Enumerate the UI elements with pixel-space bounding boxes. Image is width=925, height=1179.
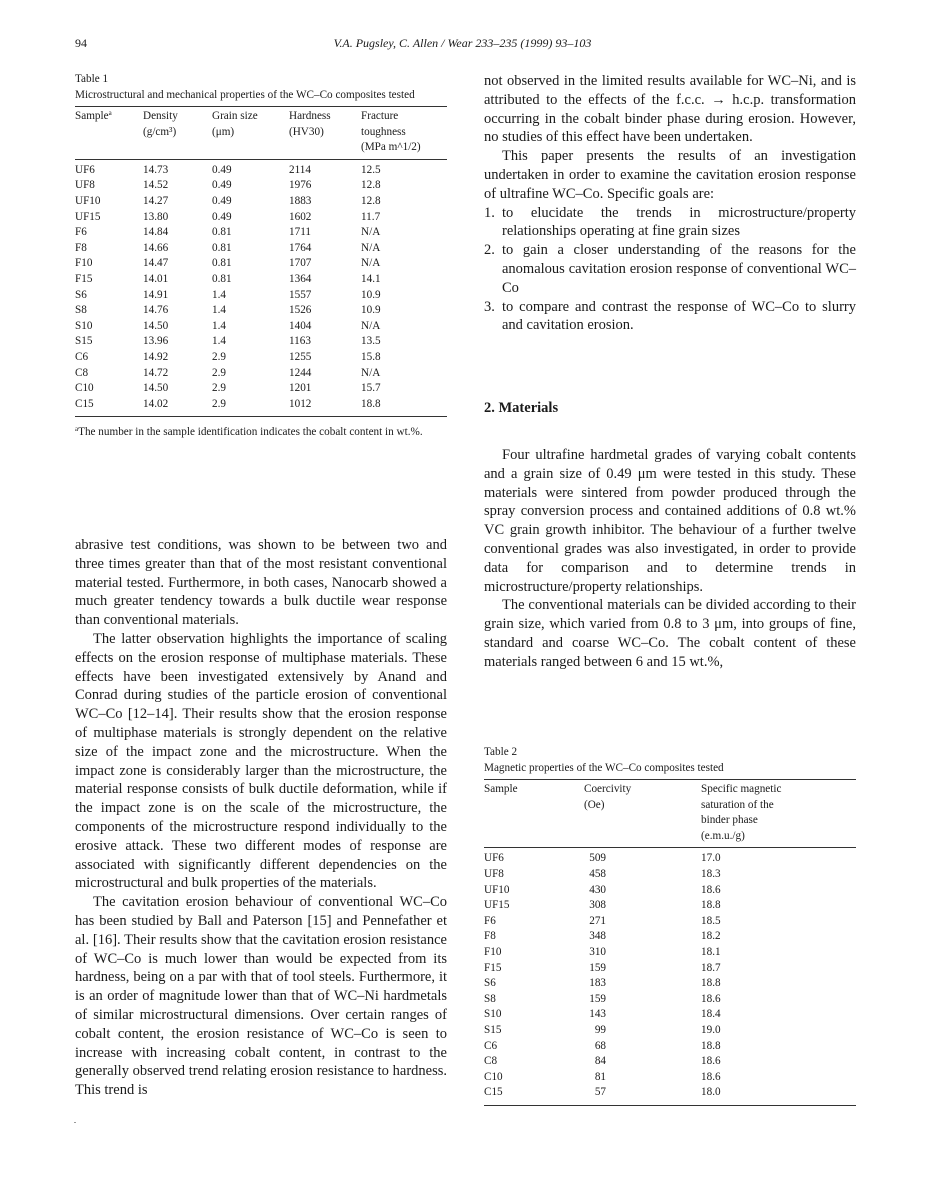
table-cell: 18.6 xyxy=(701,1070,721,1083)
table-cell: 14.02 xyxy=(143,397,212,417)
table-cell: 18.1 xyxy=(701,945,721,958)
table-row xyxy=(484,961,856,977)
running-title: V.A. Pugsley, C. Allen / Wear 233–235 (1999) 93–103 xyxy=(333,36,592,50)
table-cell: 2114 xyxy=(289,163,311,176)
table-cell: 14.52 xyxy=(143,179,169,192)
table-cell: UF8 xyxy=(75,179,95,192)
table-2 xyxy=(484,745,856,1106)
table-cell: 15.7 xyxy=(361,382,381,395)
table-cell: C10 xyxy=(75,382,94,395)
coercivity-value: 81 xyxy=(594,1070,606,1083)
table-cell: C6 xyxy=(75,350,89,363)
table-2-header-row xyxy=(484,780,856,848)
table-row xyxy=(75,272,447,288)
table-cell: 1201 xyxy=(289,382,312,395)
table-cell xyxy=(584,945,701,961)
table-cell: 18.6 xyxy=(701,883,721,896)
column-header: Grain size (μm) xyxy=(212,107,289,160)
table-row xyxy=(484,867,856,883)
table-cell: 18.6 xyxy=(701,1055,721,1068)
paragraph: The latter observation highlights the importance of scaling effects on the erosion response of multiphase materials. These effects have been investigated extensively by Anand and Conrad during studies of the particle erosion of conventional WC–Co [12–14]. Their results show that the erosion response of multiphase materials is strongly dependent on the relative size of the impact zone and the microstructure. When the impact zone is considerably larger than the microstructure, the material response consists of bulk ductile deformation, while if the impact zone is on the scale of the microstructure, the components of the microstructure respond individually to the erosive attack. These two different modes of response are associated with significantly different dependencies on the microstructural and bulk properties of the materials. xyxy=(75,630,447,892)
table-cell: 1.4 xyxy=(212,335,226,348)
table-cell: UF8 xyxy=(484,867,504,880)
table-cell: 14.50 xyxy=(143,319,169,332)
table-cell xyxy=(584,992,701,1008)
table-cell: 2.9 xyxy=(212,366,226,379)
paragraph: not observed in the limited results available for WC–Ni, and is attributed to the effects of the f.c.c. → h.c.p. transformation occurring in the cobalt binder phase during erosion. However, no studies of this effect have been undertaken. xyxy=(484,73,856,146)
table-cell: 12.8 xyxy=(361,179,381,192)
table-cell xyxy=(584,867,701,883)
table-cell: 1557 xyxy=(289,288,312,301)
table-row xyxy=(75,256,447,272)
table-row xyxy=(484,1070,856,1086)
table-cell: 14.92 xyxy=(143,350,169,363)
table-cell xyxy=(584,1007,701,1023)
table-cell: F8 xyxy=(484,930,496,943)
table-cell: F6 xyxy=(484,914,496,927)
table-row xyxy=(484,848,856,867)
table-cell: 1364 xyxy=(289,272,312,285)
table-cell: 18.8 xyxy=(701,977,721,990)
coercivity-value: 159 xyxy=(589,992,606,1005)
table-row xyxy=(75,241,447,257)
goals-list xyxy=(484,204,856,336)
table-row xyxy=(484,992,856,1008)
table-row xyxy=(75,381,447,397)
page-number: 94 xyxy=(75,36,87,50)
table-cell: 0.49 xyxy=(212,163,232,176)
table-cell: 14.50 xyxy=(143,382,169,395)
table-cell xyxy=(584,883,701,899)
table-cell: 1163 xyxy=(289,335,311,348)
materials-text xyxy=(484,446,856,672)
table-row xyxy=(75,288,447,304)
coercivity-value: 310 xyxy=(589,945,606,958)
table-cell: F6 xyxy=(75,226,87,239)
table-cell: S8 xyxy=(75,304,87,317)
table-cell: 1012 xyxy=(289,397,361,417)
table-cell: N/A xyxy=(361,366,381,379)
table-cell: S15 xyxy=(75,335,93,348)
column-header: Hardness (HV30) xyxy=(289,107,361,160)
coercivity-value: 143 xyxy=(589,1008,606,1021)
coercivity-value: 68 xyxy=(594,1039,606,1052)
table-cell xyxy=(584,914,701,930)
table-cell: S10 xyxy=(484,1008,502,1021)
table-row xyxy=(75,194,447,210)
coercivity-value: 458 xyxy=(589,867,606,880)
table-cell: C15 xyxy=(484,1085,584,1105)
table-cell: 1255 xyxy=(289,350,312,363)
table-cell: 1244 xyxy=(289,366,312,379)
table-cell xyxy=(584,1085,701,1105)
table-row xyxy=(75,225,447,241)
table-cell: 13.96 xyxy=(143,335,169,348)
table-cell: 1976 xyxy=(289,179,312,192)
table-row xyxy=(75,303,447,319)
left-column-text xyxy=(75,536,447,1100)
table-cell: N/A xyxy=(361,226,381,239)
coercivity-value: 84 xyxy=(594,1055,606,1068)
coercivity-value: 57 xyxy=(594,1086,606,1099)
table-row xyxy=(484,883,856,899)
paragraph: Four ultrafine hardmetal grades of varying cobalt contents and a grain size of 0.49 μm were tested in this study. These materials were sintered from powder produced through the spray conversion process and contained additions of 0.8 wt.% VC grain growth inhibitor. The behaviour of a further twelve conventional grades was also investigated, in order to provide data for comparison and to determine trends in microstructure/property relationships. xyxy=(484,447,856,595)
table-cell xyxy=(584,976,701,992)
right-column-text xyxy=(484,72,856,335)
table-row xyxy=(75,334,447,350)
coercivity-value: 183 xyxy=(589,977,606,990)
table-row xyxy=(75,159,447,178)
table-1-grid xyxy=(75,106,447,417)
table-cell: S6 xyxy=(75,288,87,301)
table-cell: S6 xyxy=(484,977,496,990)
table-cell: 0.81 xyxy=(212,272,232,285)
section-heading: 2. Materials xyxy=(484,400,559,416)
table-cell: UF10 xyxy=(484,883,510,896)
table-cell xyxy=(584,1054,701,1070)
table-cell xyxy=(584,898,701,914)
table-row xyxy=(484,1039,856,1055)
list-item: 1. to elucidate the trends in microstructure/property relationships operating at fine grain sizes xyxy=(484,204,856,240)
table-cell: 14.1 xyxy=(361,272,381,285)
table-cell: N/A xyxy=(361,257,381,270)
table-cell: F10 xyxy=(484,945,502,958)
table-cell: 18.7 xyxy=(701,961,721,974)
paragraph: This paper presents the results of an investigation undertaken in order to examine the cavitation erosion response of ultrafine WC–Co. Specific goals are: xyxy=(484,148,856,202)
table-cell: 1.4 xyxy=(212,304,226,317)
table-row xyxy=(75,210,447,226)
table-cell xyxy=(584,961,701,977)
table-cell: S15 xyxy=(484,1023,502,1036)
table-row xyxy=(484,1085,856,1105)
table-2-label: Table 2 xyxy=(484,746,518,758)
table-row xyxy=(484,1023,856,1039)
table-cell: 14.73 xyxy=(143,163,169,176)
table-cell: 2.9 xyxy=(212,397,289,417)
table-cell: N/A xyxy=(361,319,381,332)
table-cell xyxy=(584,1023,701,1039)
table-cell: 18.6 xyxy=(701,992,721,1005)
table-cell: C8 xyxy=(75,366,89,379)
table-cell: 18.4 xyxy=(701,1008,721,1021)
table-cell: 14.47 xyxy=(143,257,169,270)
table-cell: UF6 xyxy=(75,163,95,176)
column-header: Sample xyxy=(484,780,584,848)
table-cell: 14.72 xyxy=(143,366,169,379)
table-cell: C8 xyxy=(484,1055,498,1068)
table-cell: 1602 xyxy=(289,210,312,223)
table-row xyxy=(484,945,856,961)
table-cell: 14.91 xyxy=(143,288,169,301)
paragraph: The conventional materials can be divided according to their grain size, which varied from 0.8 to 3 μm, into groups of fine, standard and coarse WC–Co. The cobalt content of these materials ranged between 6 and 15 wt.%, xyxy=(484,597,856,670)
coercivity-value: 99 xyxy=(594,1023,606,1036)
table-cell: 14.84 xyxy=(143,226,169,239)
table-cell: 15.8 xyxy=(361,350,381,363)
table-cell: 17.0 xyxy=(701,852,721,865)
table-cell: 12.8 xyxy=(361,194,381,207)
column-header: Fracture toughness (MPa m^1/2) xyxy=(361,107,447,160)
coercivity-value: 308 xyxy=(589,899,606,912)
table-cell: F8 xyxy=(75,241,87,254)
paragraph: The cavitation erosion behaviour of conventional WC–Co has been studied by Ball and Paterson [15] and Pennefather et al. [16]. Their results show that the cavitation erosion resistance of WC–Co is much lower than would be expected from its hardness, being on a par with that of tool steels. Furthermore, it is an order of magnitude lower than that of WC–Ni hardmetals of similar microstructural dimensions. Over certain ranges of cobalt content, the erosion resistance of WC–Co is seen to increase with increasing cobalt content, in contrast to the generally observed trend relating erosion resistance to hardness. This trend is xyxy=(75,894,447,1099)
table-cell: N/A xyxy=(361,241,381,254)
table-row xyxy=(484,1054,856,1070)
table-cell: 14.27 xyxy=(143,194,169,207)
table-cell: 1.4 xyxy=(212,288,226,301)
table-cell: 1764 xyxy=(289,241,312,254)
coercivity-value: 430 xyxy=(589,883,606,896)
table-cell: 2.9 xyxy=(212,382,226,395)
table-row xyxy=(75,350,447,366)
table-cell xyxy=(584,929,701,945)
table-cell: 19.0 xyxy=(701,1023,721,1036)
table-cell: 13.80 xyxy=(143,210,169,223)
table-cell: 0.81 xyxy=(212,241,232,254)
table-cell: UF10 xyxy=(75,194,101,207)
table-cell: 18.3 xyxy=(701,867,721,880)
table-cell: 18.8 xyxy=(361,397,447,417)
column-header: Sample$^a$ xyxy=(75,107,143,160)
table-cell: 1707 xyxy=(289,257,312,270)
page-mark xyxy=(74,1122,76,1123)
table-1-caption: Microstructural and mechanical properties of the WC–Co composites tested xyxy=(75,88,415,101)
table-cell: F15 xyxy=(75,272,93,285)
table-cell: 14.66 xyxy=(143,241,169,254)
table-row xyxy=(75,178,447,194)
table-1-header-row xyxy=(75,107,447,160)
table-row xyxy=(484,1007,856,1023)
list-item: 2. to gain a closer understanding of the reasons for the anomalous cavitation erosion response of conventional WC–Co xyxy=(484,242,856,296)
table-cell: 12.5 xyxy=(361,163,381,176)
table-cell: 18.5 xyxy=(701,914,721,927)
table-cell: 14.01 xyxy=(143,272,169,285)
table-cell: 18.0 xyxy=(701,1085,856,1105)
table-cell: S8 xyxy=(484,992,496,1005)
table-cell: 18.2 xyxy=(701,930,721,943)
table-cell: 0.49 xyxy=(212,210,232,223)
paragraph: abrasive test conditions, was shown to be between two and three times greater than that of the most resistant conventional material tested. Furthermore, in both cases, Nanocarb showed a much greater tendency towards a bulk ductile wear response than conventional materials. xyxy=(75,537,447,629)
table-cell: UF15 xyxy=(75,210,101,223)
table-cell: 14.76 xyxy=(143,304,169,317)
table-cell: C15 xyxy=(75,397,143,417)
table-cell: F15 xyxy=(484,961,502,974)
table-cell: UF6 xyxy=(484,852,504,865)
table-2-grid xyxy=(484,779,856,1106)
table-cell: 0.81 xyxy=(212,257,232,270)
table-cell: C10 xyxy=(484,1070,503,1083)
coercivity-value: 509 xyxy=(589,852,606,865)
table-cell: 18.8 xyxy=(701,899,721,912)
table-row xyxy=(484,898,856,914)
coercivity-value: 348 xyxy=(589,930,606,943)
table-cell: 10.9 xyxy=(361,304,381,317)
table-cell: 1526 xyxy=(289,304,312,317)
table-cell: 1883 xyxy=(289,194,312,207)
coercivity-value: 159 xyxy=(589,961,606,974)
table-row xyxy=(484,914,856,930)
table-cell xyxy=(584,1070,701,1086)
table-cell: C6 xyxy=(484,1039,498,1052)
table-cell xyxy=(584,848,701,867)
table-1-footnote: $^a$The number in the sample identification indicates the cobalt content in wt.%. xyxy=(75,425,423,439)
list-item: 3. to compare and contrast the response of WC–Co to slurry and cavitation erosion. xyxy=(484,298,856,334)
table-cell: 1.4 xyxy=(212,319,226,332)
table-row xyxy=(75,319,447,335)
table-cell xyxy=(584,1039,701,1055)
column-header: Density (g/cm³) xyxy=(143,107,212,160)
table-1-label: Table 1 xyxy=(75,73,109,85)
table-row xyxy=(484,976,856,992)
coercivity-value: 271 xyxy=(589,914,606,927)
table-cell: UF15 xyxy=(484,899,510,912)
table-cell: 1711 xyxy=(289,226,311,239)
table-cell: 11.7 xyxy=(361,210,381,223)
table-cell: 0.49 xyxy=(212,194,232,207)
column-header: Specific magnetic saturation of the binder phase (e.m.u./g) xyxy=(701,780,856,848)
table-cell: 13.5 xyxy=(361,335,381,348)
table-row xyxy=(484,929,856,945)
table-cell: 1404 xyxy=(289,319,312,332)
table-2-caption: Magnetic properties of the WC–Co composites tested xyxy=(484,761,724,774)
table-1 xyxy=(75,72,447,441)
column-header: Coercivity (Oe) xyxy=(584,780,701,848)
table-row xyxy=(75,366,447,382)
table-cell: 10.9 xyxy=(361,288,381,301)
table-cell: 0.81 xyxy=(212,226,232,239)
table-cell: 2.9 xyxy=(212,350,226,363)
table-cell: F10 xyxy=(75,257,93,270)
table-cell: 0.49 xyxy=(212,179,232,192)
table-cell: 18.8 xyxy=(701,1039,721,1052)
table-cell: S10 xyxy=(75,319,93,332)
table-row xyxy=(75,397,447,417)
